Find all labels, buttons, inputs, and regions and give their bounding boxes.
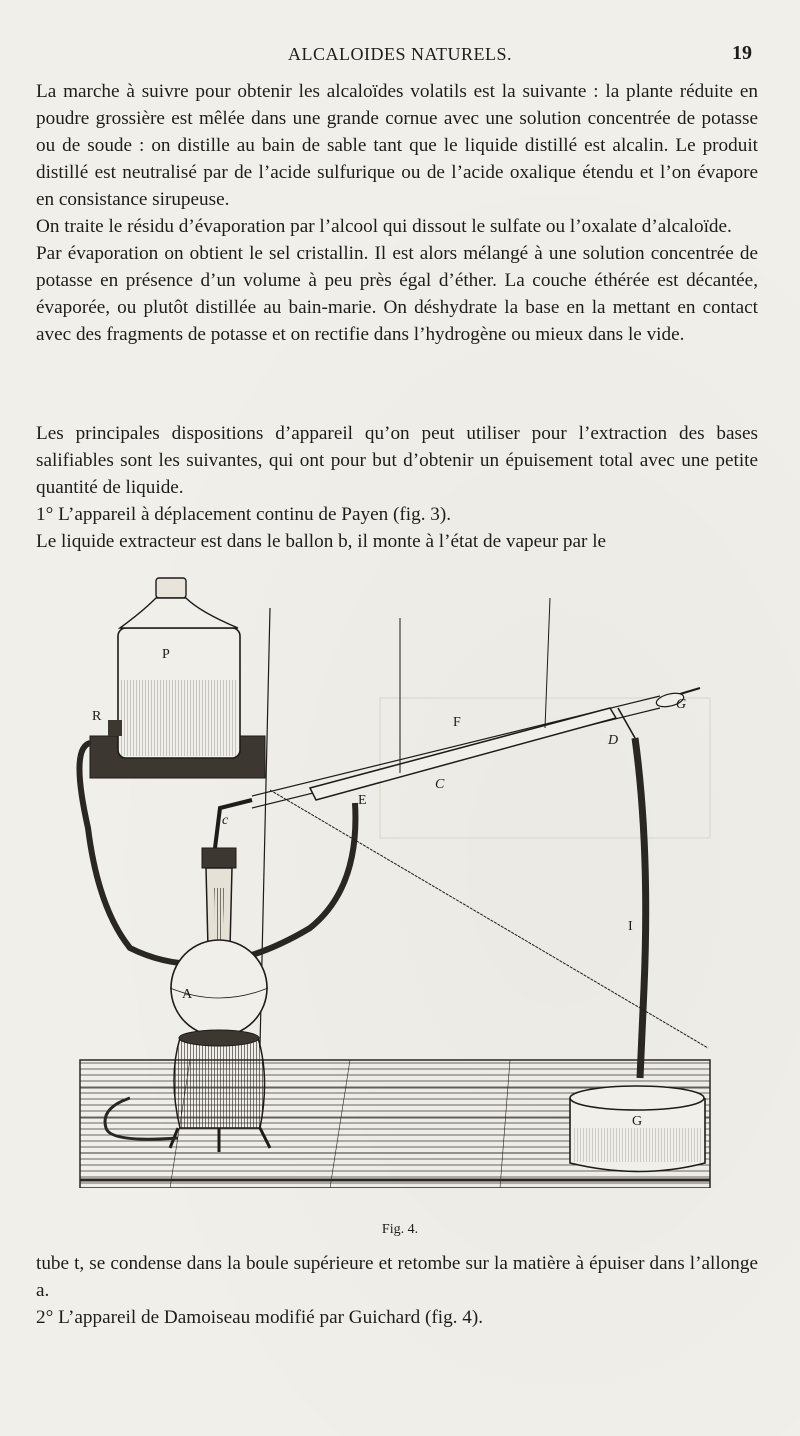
condenser-f <box>252 598 700 808</box>
paragraph-alcohol: On traite le résidu d’évaporation par l’alcool qui dissout le sulfate ou l’oxalate d’alcaloïde. <box>36 216 732 237</box>
apparatus-engraving <box>70 568 720 1188</box>
label-r: R <box>92 709 102 724</box>
running-title: ALCALOIDES NATURELS. <box>288 44 512 64</box>
label-a: A <box>182 987 193 1002</box>
label-f: F <box>453 715 461 730</box>
running-head <box>0 42 800 70</box>
paragraph-extracting-liquid: Le liquide extracteur est dans le ballon b, il monte à l’état de vapeur par le <box>36 531 607 552</box>
page-number: 19 <box>732 42 752 64</box>
paragraph-damoiseau: 2° L’appareil de Damoiseau modifié par Guichard (fig. 4). <box>36 1307 484 1328</box>
text-block-bottom <box>36 1250 758 1331</box>
reservoir-flask-p <box>90 578 265 778</box>
label-e: E <box>358 793 367 808</box>
label-c-lower: c <box>222 813 229 828</box>
label-g-top: G <box>676 697 687 712</box>
figure-caption: Fig. 4. <box>381 1222 419 1237</box>
delivery-tube-d <box>618 708 646 1078</box>
label-c-upper: C <box>435 777 445 792</box>
text-block-middle <box>36 420 758 555</box>
paragraph-payen: 1° L’appareil à déplacement continu de Payen (fig. 3). <box>36 504 452 525</box>
label-p: P <box>162 647 170 662</box>
label-d: D <box>608 733 619 748</box>
text-block-top <box>36 78 758 348</box>
label-i: I <box>628 919 633 934</box>
paragraph-method: La marche à suivre pour obtenir les alcaloïdes volatils est la suivante : la plante réduite en poudre grossière est mêlée dans une grande cornue avec une solution concentrée de potasse ou de soude : on distille au bain de sable tant que le liquide distillé est alcalin. Le produit distillé est neutralisé par de l’acide sulfurique ou de l’acide oxalique étendu et l’on évapore en consistance sirupeuse. <box>36 81 758 210</box>
figure-apparatus <box>70 568 720 1188</box>
paragraph-tube-t: tube t, se condense dans la boule supérieure et retombe sur la matière à épuiser dans l’allonge a. <box>36 1253 758 1301</box>
paragraph-evaporation: Par évaporation on obtient le sel cristallin. Il est alors mélangé à une solution concentrée de potasse en présence d’un volume à peu près égal d’éther. La couche éthérée est décantée, évaporée, ou plutôt distillée au bain-marie. On déshydrate la base en la mettant en contact avec des fragments de potasse et on rectifie dans l’hydrogène ou mieux dans le vide. <box>36 243 758 345</box>
paragraph-apparatus-intro: Les principales dispositions d’appareil qu’on peut utiliser pour l’extraction des bases salifiables sont les suivantes, qui ont pour but d’obtenir un épuisement total avec une petite quantité de liquide. <box>36 423 758 498</box>
label-g-bottom: G <box>632 1114 643 1129</box>
